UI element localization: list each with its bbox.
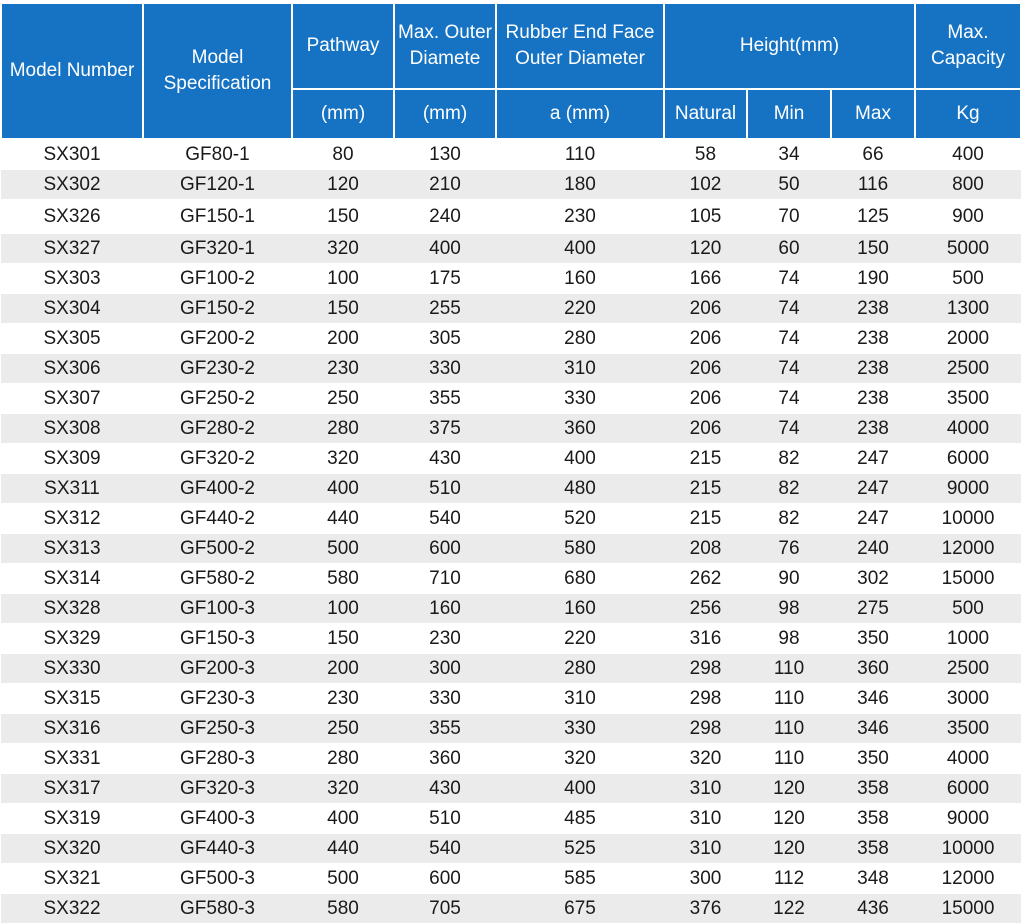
cell-height-natural: 208 [664,534,747,564]
cell-model-specification: GF100-2 [143,264,292,294]
cell-rubber-end-diameter: 220 [496,294,664,324]
cell-height-min: 120 [747,774,831,804]
cell-max-capacity: 400 [915,139,1021,170]
cell-max-capacity: 4000 [915,414,1021,444]
cell-model-number: SX303 [1,264,143,294]
cell-max-capacity: 15000 [915,894,1021,923]
cell-pathway: 320 [292,774,394,804]
cell-height-natural: 215 [664,504,747,534]
table-row [1,200,1021,234]
cell-max-capacity: 2500 [915,654,1021,684]
cell-height-min: 74 [747,414,831,444]
cell-max-outer-diameter: 355 [394,714,496,744]
cell-height-natural: 256 [664,594,747,624]
cell-height-min: 74 [747,294,831,324]
table-row [1,714,1021,744]
cell-height-max: 238 [831,324,915,354]
cell-height-min: 74 [747,264,831,294]
cell-max-outer-diameter: 305 [394,324,496,354]
cell-pathway: 150 [292,624,394,654]
cell-pathway: 200 [292,654,394,684]
header-rubber-unit: a (mm) [496,89,664,139]
cell-height-natural: 215 [664,444,747,474]
cell-model-number: SX317 [1,774,143,804]
cell-pathway: 320 [292,234,394,264]
cell-max-outer-diameter: 600 [394,864,496,894]
cell-max-outer-diameter: 430 [394,774,496,804]
cell-rubber-end-diameter: 110 [496,139,664,170]
table-row [1,774,1021,804]
cell-pathway: 250 [292,714,394,744]
cell-model-number: SX301 [1,139,143,170]
header-model-specification: Model Specification [143,3,292,139]
cell-model-number: SX331 [1,744,143,774]
cell-model-number: SX320 [1,834,143,864]
cell-rubber-end-diameter: 280 [496,654,664,684]
cell-height-min: 110 [747,744,831,774]
cell-model-specification: GF200-3 [143,654,292,684]
cell-height-max: 346 [831,684,915,714]
table-row [1,354,1021,384]
table-row [1,324,1021,354]
cell-model-specification: GF80-1 [143,139,292,170]
cell-height-natural: 300 [664,864,747,894]
cell-max-outer-diameter: 355 [394,384,496,414]
cell-model-number: SX309 [1,444,143,474]
cell-height-natural: 310 [664,804,747,834]
cell-height-max: 247 [831,474,915,504]
cell-pathway: 400 [292,804,394,834]
cell-rubber-end-diameter: 310 [496,354,664,384]
cell-model-number: SX316 [1,714,143,744]
cell-max-outer-diameter: 330 [394,354,496,384]
cell-max-outer-diameter: 210 [394,170,496,200]
cell-height-max: 247 [831,504,915,534]
cell-height-min: 110 [747,714,831,744]
cell-rubber-end-diameter: 230 [496,200,664,234]
cell-max-capacity: 3500 [915,384,1021,414]
cell-height-max: 66 [831,139,915,170]
cell-height-natural: 298 [664,714,747,744]
cell-max-outer-diameter: 705 [394,894,496,923]
cell-height-natural: 58 [664,139,747,170]
cell-model-number: SX308 [1,414,143,444]
cell-max-outer-diameter: 300 [394,654,496,684]
cell-model-number: SX306 [1,354,143,384]
cell-model-specification: GF230-3 [143,684,292,714]
cell-height-max: 190 [831,264,915,294]
cell-max-outer-diameter: 710 [394,564,496,594]
cell-pathway: 280 [292,744,394,774]
table-row [1,139,1021,170]
table-row [1,504,1021,534]
cell-max-capacity: 10000 [915,504,1021,534]
cell-rubber-end-diameter: 400 [496,774,664,804]
cell-max-capacity: 800 [915,170,1021,200]
cell-pathway: 200 [292,324,394,354]
cell-height-max: 238 [831,294,915,324]
cell-max-capacity: 6000 [915,774,1021,804]
cell-pathway: 150 [292,294,394,324]
cell-height-min: 98 [747,624,831,654]
cell-height-max: 125 [831,200,915,234]
cell-height-natural: 316 [664,624,747,654]
header-height-natural: Natural [664,89,747,139]
cell-max-capacity: 900 [915,200,1021,234]
table-row [1,744,1021,774]
cell-rubber-end-diameter: 675 [496,894,664,923]
cell-height-natural: 102 [664,170,747,200]
cell-pathway: 440 [292,504,394,534]
cell-rubber-end-diameter: 180 [496,170,664,200]
cell-height-natural: 376 [664,894,747,923]
cell-height-max: 240 [831,534,915,564]
header-pathway: Pathway [292,3,394,89]
cell-max-outer-diameter: 230 [394,624,496,654]
cell-rubber-end-diameter: 580 [496,534,664,564]
table-body [1,139,1021,923]
cell-height-max: 348 [831,864,915,894]
cell-max-outer-diameter: 375 [394,414,496,444]
cell-height-natural: 120 [664,234,747,264]
cell-height-min: 110 [747,654,831,684]
cell-model-specification: GF150-3 [143,624,292,654]
table-row [1,234,1021,264]
cell-max-capacity: 3000 [915,684,1021,714]
cell-max-outer-diameter: 510 [394,474,496,504]
cell-model-number: SX327 [1,234,143,264]
cell-height-max: 350 [831,624,915,654]
cell-rubber-end-diameter: 525 [496,834,664,864]
cell-model-number: SX305 [1,324,143,354]
cell-model-number: SX304 [1,294,143,324]
cell-max-capacity: 2000 [915,324,1021,354]
header-model-number: Model Number [1,3,143,139]
table-row [1,624,1021,654]
cell-model-specification: GF250-2 [143,384,292,414]
table-header [1,3,1021,139]
cell-max-outer-diameter: 510 [394,804,496,834]
cell-height-min: 34 [747,139,831,170]
cell-height-max: 358 [831,774,915,804]
cell-height-natural: 206 [664,414,747,444]
table-row [1,534,1021,564]
cell-height-min: 112 [747,864,831,894]
cell-pathway: 230 [292,684,394,714]
cell-height-max: 247 [831,444,915,474]
cell-model-number: SX311 [1,474,143,504]
cell-height-max: 116 [831,170,915,200]
cell-rubber-end-diameter: 360 [496,414,664,444]
cell-max-outer-diameter: 540 [394,834,496,864]
cell-model-number: SX328 [1,594,143,624]
cell-pathway: 320 [292,444,394,474]
cell-height-min: 74 [747,384,831,414]
cell-height-natural: 298 [664,654,747,684]
cell-max-capacity: 15000 [915,564,1021,594]
table-row [1,654,1021,684]
cell-rubber-end-diameter: 160 [496,264,664,294]
cell-model-specification: GF320-3 [143,774,292,804]
cell-height-min: 82 [747,444,831,474]
cell-pathway: 80 [292,139,394,170]
cell-max-outer-diameter: 540 [394,504,496,534]
cell-height-max: 436 [831,894,915,923]
table-row [1,264,1021,294]
cell-pathway: 250 [292,384,394,414]
cell-model-number: SX314 [1,564,143,594]
cell-height-max: 302 [831,564,915,594]
cell-height-min: 74 [747,354,831,384]
cell-height-natural: 206 [664,354,747,384]
cell-height-natural: 206 [664,324,747,354]
cell-model-specification: GF150-1 [143,200,292,234]
cell-height-min: 60 [747,234,831,264]
cell-height-natural: 105 [664,200,747,234]
cell-height-min: 50 [747,170,831,200]
cell-height-natural: 166 [664,264,747,294]
cell-pathway: 280 [292,414,394,444]
cell-max-outer-diameter: 240 [394,200,496,234]
cell-max-capacity: 500 [915,264,1021,294]
cell-max-capacity: 1300 [915,294,1021,324]
cell-model-specification: GF500-2 [143,534,292,564]
cell-max-outer-diameter: 255 [394,294,496,324]
cell-max-outer-diameter: 330 [394,684,496,714]
cell-pathway: 230 [292,354,394,384]
header-height-min: Min [747,89,831,139]
cell-model-number: SX313 [1,534,143,564]
cell-pathway: 580 [292,894,394,923]
header-outer-diameter-unit: (mm) [394,89,496,139]
cell-height-min: 74 [747,324,831,354]
cell-height-max: 238 [831,354,915,384]
table-row [1,834,1021,864]
cell-height-max: 275 [831,594,915,624]
cell-rubber-end-diameter: 280 [496,324,664,354]
cell-max-capacity: 12000 [915,534,1021,564]
cell-max-capacity: 1000 [915,624,1021,654]
cell-model-specification: GF580-2 [143,564,292,594]
cell-height-natural: 206 [664,384,747,414]
header-capacity-unit: Kg [915,89,1021,139]
header-rubber-end-face: Rubber End Face Outer Diameter [496,3,664,89]
cell-rubber-end-diameter: 220 [496,624,664,654]
cell-model-specification: GF280-2 [143,414,292,444]
table-row [1,804,1021,834]
cell-height-max: 358 [831,804,915,834]
cell-max-capacity: 6000 [915,444,1021,474]
cell-height-min: 70 [747,200,831,234]
header-height: Height(mm) [664,3,915,89]
cell-model-number: SX326 [1,200,143,234]
cell-model-specification: GF100-3 [143,594,292,624]
cell-height-min: 90 [747,564,831,594]
header-height-max: Max [831,89,915,139]
cell-rubber-end-diameter: 400 [496,234,664,264]
cell-pathway: 500 [292,864,394,894]
cell-max-capacity: 9000 [915,474,1021,504]
cell-model-number: SX330 [1,654,143,684]
cell-model-specification: GF230-2 [143,354,292,384]
cell-pathway: 580 [292,564,394,594]
table-row [1,594,1021,624]
cell-height-min: 120 [747,834,831,864]
cell-model-specification: GF280-3 [143,744,292,774]
cell-model-number: SX312 [1,504,143,534]
cell-rubber-end-diameter: 520 [496,504,664,534]
cell-model-specification: GF150-2 [143,294,292,324]
cell-max-capacity: 10000 [915,834,1021,864]
cell-pathway: 100 [292,594,394,624]
cell-height-min: 76 [747,534,831,564]
header-max-capacity: Max. Capacity [915,3,1021,89]
cell-model-specification: GF320-1 [143,234,292,264]
cell-model-specification: GF580-3 [143,894,292,923]
cell-rubber-end-diameter: 310 [496,684,664,714]
cell-rubber-end-diameter: 680 [496,564,664,594]
cell-model-specification: GF500-3 [143,864,292,894]
cell-max-outer-diameter: 360 [394,744,496,774]
cell-max-outer-diameter: 160 [394,594,496,624]
cell-model-specification: GF440-3 [143,834,292,864]
cell-max-capacity: 500 [915,594,1021,624]
cell-model-specification: GF320-2 [143,444,292,474]
table-row [1,414,1021,444]
cell-model-specification: GF250-3 [143,714,292,744]
cell-max-outer-diameter: 600 [394,534,496,564]
cell-model-specification: GF120-1 [143,170,292,200]
cell-max-outer-diameter: 175 [394,264,496,294]
cell-model-number: SX319 [1,804,143,834]
cell-max-capacity: 3500 [915,714,1021,744]
cell-pathway: 100 [292,264,394,294]
cell-height-natural: 262 [664,564,747,594]
cell-height-natural: 206 [664,294,747,324]
header-pathway-unit: (mm) [292,89,394,139]
cell-model-number: SX307 [1,384,143,414]
cell-model-number: SX322 [1,894,143,923]
cell-rubber-end-diameter: 480 [496,474,664,504]
cell-height-natural: 298 [664,684,747,714]
cell-pathway: 500 [292,534,394,564]
cell-rubber-end-diameter: 585 [496,864,664,894]
cell-rubber-end-diameter: 330 [496,384,664,414]
table-row [1,894,1021,923]
cell-max-capacity: 9000 [915,804,1021,834]
cell-model-number: SX329 [1,624,143,654]
cell-model-specification: GF400-2 [143,474,292,504]
cell-max-capacity: 2500 [915,354,1021,384]
cell-model-specification: GF440-2 [143,504,292,534]
cell-pathway: 120 [292,170,394,200]
table-row [1,294,1021,324]
cell-pathway: 400 [292,474,394,504]
cell-height-max: 150 [831,234,915,264]
cell-height-natural: 320 [664,744,747,774]
cell-height-max: 350 [831,744,915,774]
cell-height-natural: 310 [664,774,747,804]
cell-height-min: 120 [747,804,831,834]
cell-model-specification: GF400-3 [143,804,292,834]
cell-model-number: SX302 [1,170,143,200]
cell-rubber-end-diameter: 160 [496,594,664,624]
table-row [1,684,1021,714]
cell-height-natural: 215 [664,474,747,504]
cell-height-min: 98 [747,594,831,624]
cell-max-capacity: 5000 [915,234,1021,264]
cell-height-min: 82 [747,504,831,534]
cell-rubber-end-diameter: 400 [496,444,664,474]
cell-height-max: 346 [831,714,915,744]
cell-rubber-end-diameter: 330 [496,714,664,744]
table-row [1,170,1021,200]
table-row [1,474,1021,504]
cell-height-min: 122 [747,894,831,923]
cell-model-number: SX315 [1,684,143,714]
cell-rubber-end-diameter: 320 [496,744,664,774]
cell-rubber-end-diameter: 485 [496,804,664,834]
cell-max-capacity: 12000 [915,864,1021,894]
table-row [1,444,1021,474]
cell-height-min: 82 [747,474,831,504]
cell-max-capacity: 4000 [915,744,1021,774]
cell-height-min: 110 [747,684,831,714]
cell-pathway: 150 [292,200,394,234]
cell-max-outer-diameter: 430 [394,444,496,474]
cell-model-specification: GF200-2 [143,324,292,354]
cell-model-number: SX321 [1,864,143,894]
table-row [1,384,1021,414]
specification-table [0,2,1022,923]
cell-max-outer-diameter: 400 [394,234,496,264]
header-max-outer-diameter: Max. Outer Diamete [394,3,496,89]
cell-height-natural: 310 [664,834,747,864]
cell-height-max: 238 [831,414,915,444]
cell-height-max: 358 [831,834,915,864]
table-row [1,564,1021,594]
cell-height-max: 360 [831,654,915,684]
cell-height-max: 238 [831,384,915,414]
table-row [1,864,1021,894]
cell-pathway: 440 [292,834,394,864]
cell-max-outer-diameter: 130 [394,139,496,170]
